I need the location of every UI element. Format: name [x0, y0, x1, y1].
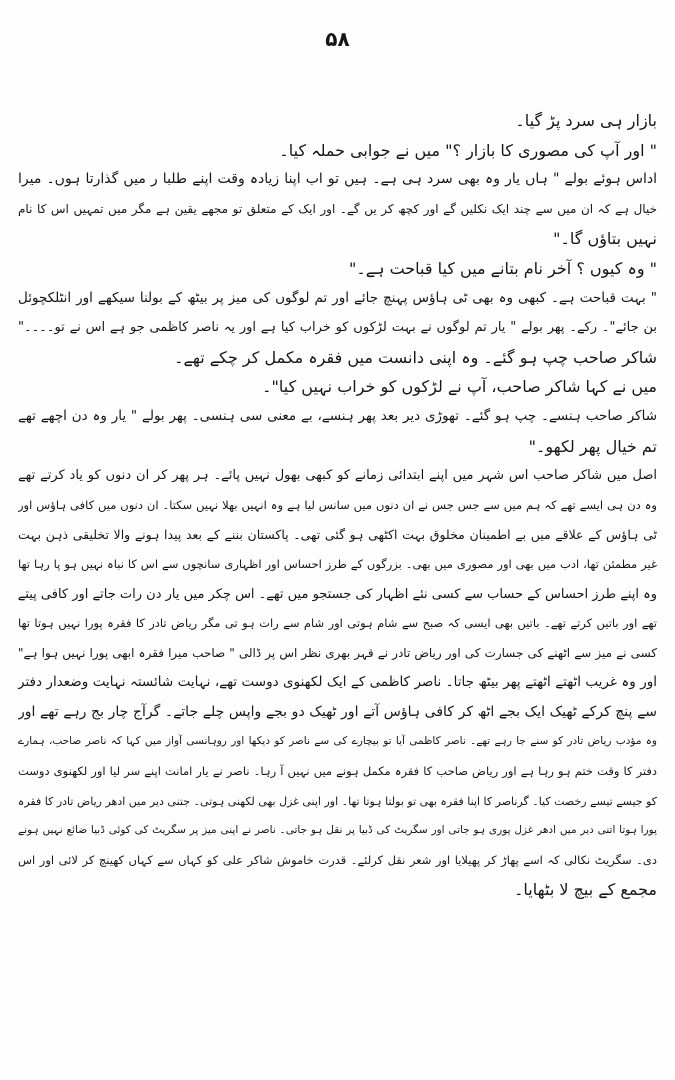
text-line: وہ اپنے طرز احساس کے حساب سے کسی نئے اظہار کی جستجو میں تھے۔ اس چکر میں یار دن رات جاتے اور کافی پیتے [18, 586, 657, 602]
text-line: ٹی ہاؤس کے علاقے میں بے اطمینان مخلوق بہت اکٹھی ہو گئی تھی۔ پاکستان بننے کے بعد پیدا ہونے والا تخلیقی ذہن بہت [18, 527, 657, 543]
text-line: بن جائے"۔ رکے۔ پھر بولے " یار تم لوگوں نے بہت لڑکوں کو خراب کیا ہے اور یہ ناصر کاظمی جو ہے اس نے تو۔۔۔۔" [18, 320, 657, 336]
text-line: میں نے کہا شاکر صاحب، آپ نے لڑکوں کو خراب نہیں کیا"۔ [262, 377, 657, 397]
text-line: غیر مطمئن تھا، ادب میں بھی اور مصوری میں بھی۔ بزرگوں کے طرز احساس اور اظہاری سانچوں سے اس کا نباہ نہیں ہو پا رہا تھا [18, 556, 657, 571]
text-line: دفتر کا وقت ختم ہو رہا ہے اور ریاض صاحب کا فقرہ مکمل ہونے میں نہیں آ رہا۔ ناصر نے یار امانت اپنے سر لیا اور لکھنوی دوست [18, 764, 657, 779]
text-line: خیال ہے کہ ان میں سے چند ایک نکلیں گے اور کچھ کر یں گے۔ اور ایک کے متعلق تو مجھے یقین ہے مگر میں تمہیں اس کا نام [18, 201, 657, 216]
text-line: بازار ہی سرد پڑ گیا۔ [515, 111, 657, 130]
text-line: تھے اور باتیں کرتے تھے۔ باتیں بھی ایسی کہ صبح سے شام ہوتی اور شام سے رات ہو تی مگر ریاض تادر کا فقرہ پورا نہیں ہوتا تھا [18, 616, 657, 631]
text-line: شاکر صاحب ہنسے۔ چپ ہو گئے۔ تھوڑی دیر بعد پھر ہنسے، بے معنی سی ہنسی۔ پھر بولے " یار وہ دن اچھے تھے [18, 407, 657, 424]
text-line: " وہ کیوں ؟ آخر نام بتانے میں کیا قباحت ہے۔" [349, 258, 657, 278]
text-line: دی۔ سگریٹ نکالی کہ اسے پھاڑ کر پھیلایا اور شعر نقل کرلئے۔ قدرت خاموش شاکر علی کو کہاں سے کہاں کھینچ کر لائی اور اس [18, 852, 657, 867]
text-line: مجمع کے بیچ لا بٹھایا۔ [514, 880, 657, 900]
body-text [18, 106, 657, 905]
text-line: نہیں بتاؤں گا۔" [553, 229, 657, 249]
page-number: ۵۸ [325, 27, 350, 51]
text-line: تم خیال پھر لکھو۔" [528, 436, 657, 456]
text-line: اور وہ غریب اٹھتے اٹھتے پھر بیٹھ جاتا۔ ناصر کاظمی کے ایک لکھنوی دوست تھے، نہایت شائستہ نہایت وضعدار دفتر [18, 674, 657, 691]
text-line: " بہت قباحت ہے۔ کبھی وہ بھی ٹی ہاؤس پہنچ جائے اور تم لوگوں کی میز پر بیٹھ کے بولنا سیکھے اور انٹلکچوئل [18, 289, 657, 306]
text-line: پورا ہوتا اتنی دیر میں ادھر غزل پوری ہو جاتی اور سگریٹ کی ڈبیا پر نقل ہو جاتی۔ ناصر نے اپنی میز پر سگریٹ کی کوئی ڈبیا ضائع نہیں ہونے [18, 824, 657, 837]
text-line: سے پنچ کرکے ٹھیک ایک بجے اٹھ کر کافی ہاؤس آتے اور ٹھیک دو بجے واپس چلے جاتے۔ گرآج چار بج رہے تھے اور [18, 703, 657, 720]
text-line: وہ دن ہی ایسے تھے کہ ہم میں سے جس جس نے ان دنوں میں سانس لیا ہے وہ انہیں بھلا نہیں سکتا۔ ان دنوں میں کافی ہاؤس اور [18, 497, 657, 512]
text-line: " اور آپ کی مصوری کا بازار ؟" میں نے جوابی حملہ کیا۔ [279, 140, 657, 160]
text-line: کو جیسے تیسے رخصت کیا۔ گرناصر کا اپنا فقرہ بھی تو بولتا ہوتا تھا۔ اور اپنی غزل بھی لکھنی ہوتی۔ جتنی دیر میں ادھر ریاض تادر کا فقرہ [18, 794, 657, 808]
text-line: کسی نے میز سے اٹھنے کی جسارت کی اور ریاض تادر نے قہر بھری نظر اس پر ڈالی " صاحب میرا فقرہ ابھی پورا نہیں ہوا ہے" [18, 645, 657, 660]
text-line: اصل میں شاکر صاحب اس شہر میں اپنے ابتدائی زمانے کو کبھی بھول نہیں پائے۔ ہر پھر کر ان دنوں کو یاد کرتے تھے [18, 468, 657, 484]
text-line: وہ مؤدب ریاض تادر کو سنے جا رہے تھے۔ ناصر کاظمی آیا تو بیچارے کی سے ناصر کو دیکھا اور روہانسی آواز میں کہا کہ ناصر صاحب، ہمارے [18, 735, 657, 748]
text-line: شاکر صاحب چپ ہو گئے۔ وہ اپنی دانست میں فقرہ مکمل کر چکے تھے۔ [174, 347, 657, 367]
text-line: اداس ہوئے بولے " ہاں یار وہ بھی سرد ہی ہے۔ ہیں تو اب اپنا زیادہ وقت اپنے طلبا ر میں گذارتا ہوں۔ میرا [18, 171, 657, 188]
